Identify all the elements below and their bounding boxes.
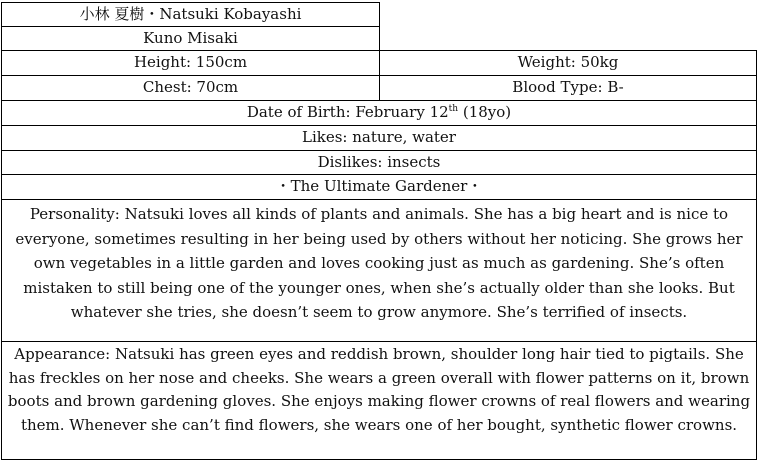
appearance-cell: Appearance: Natsuki has green eyes and reddish brown, shoulder long hair tied to pigtails. She has freckles on her nose and cheeks. She wears a green overall with flower patterns on it, brown boots and brown gardening gloves. She enjoys making flower crowns of real flowers and wearing them. Whenever she can’t find flowers, she wears one of her bought, synthetic flower crowns. xyxy=(1,341,757,460)
dob-text: Date of Birth: February 12 xyxy=(246,103,449,121)
voice-actor-cell: Kuno Misaki xyxy=(1,26,380,51)
personality-cell: Personality: Natsuki loves all kinds of plants and animals. She has a big heart and is nice to everyone, sometimes resulting in her being used by others without her noticing. She grows her own vegetables in a little garden and loves cooking just as much as gardening. She’s often mistaken to still being one of the younger ones, when she’s actually older than she looks. But whatever she tries, she doesn’t seem to grow anymore. She’s terrified of insects. xyxy=(1,199,757,342)
name-cell: 小林 夏樹・Natsuki Kobayashi xyxy=(1,2,380,27)
dob-ordinal: th xyxy=(448,104,459,114)
blood-type-cell: Blood Type: B- xyxy=(379,75,757,101)
title-cell: ・The Ultimate Gardener・ xyxy=(1,174,757,200)
likes-cell: Likes: nature, water xyxy=(1,125,757,151)
dislikes-cell: Dislikes: insects xyxy=(1,150,757,175)
height-cell: Height: 150cm xyxy=(1,50,380,76)
chest-cell: Chest: 70cm xyxy=(1,75,380,101)
weight-cell: Weight: 50kg xyxy=(379,50,757,76)
date-of-birth-cell xyxy=(1,100,757,126)
dob-age: (18yo) xyxy=(458,103,512,121)
